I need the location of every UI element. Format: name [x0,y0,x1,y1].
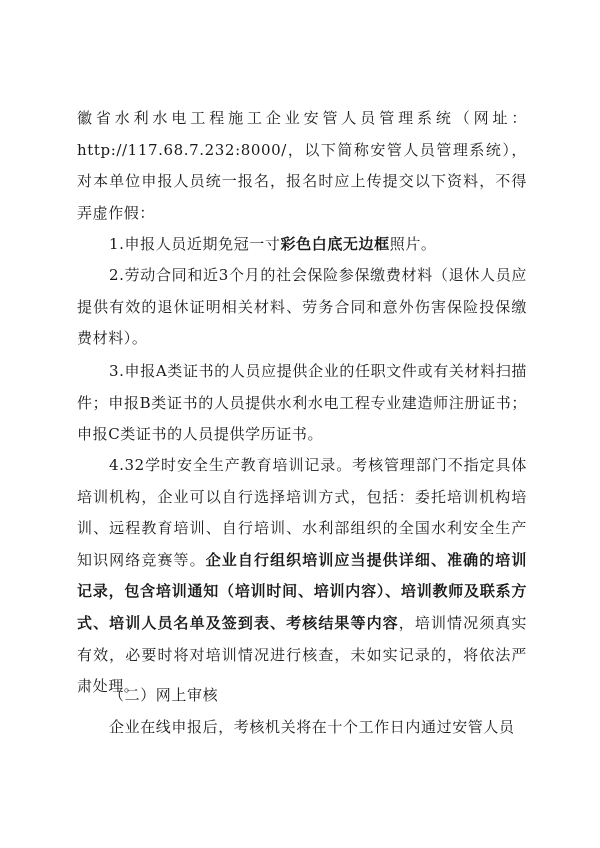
item-1-prefix: 1.申报人员近期免冠一寸 [109,235,281,253]
item-1-suffix: 照片。 [389,235,437,253]
section-heading [77,680,527,712]
item-2 [77,260,527,355]
item-2-text: 2.劳动合同和近3个月的社会保险参保缴费材料（退休人员应提供有效的退休证明相关材料、劳务合同和意外伤害保险投保缴费材料）。 [77,266,527,348]
item-3-text: 3.申报A类证书的人员应提供企业的任职文件或有关材料扫描件；申报B类证书的人员提供水利水电工程专业建造师注册证书；申报C类证书的人员提供学历证书。 [77,362,527,444]
last-paragraph-text: 企业在线申报后，考核机关将在十个工作日内通过安管人员 [109,718,515,736]
item-3 [77,356,527,451]
item-4 [77,450,527,703]
item-1 [77,229,527,261]
item-4-normal-1: 4.32学时安全生产教育培训记录。考核管理部门不指定具体培训机构，企业可以自行选择培训方式，包括：委托培训机构培训、远程教育培训、自行培训、水利部组织的全国水利安全生产知识网络竞赛等。 [77,456,527,569]
intro-text: 徽省水利水电工程施工企业安管人员管理系统（网址：http://117.68.7.232:8000/，以下简称安管人员管理系统），对本单位申报人员统一报名，报名时应上传提交以下资料，不得弄虚作假： [77,109,527,222]
item-1-bold: 彩色白底无边框 [280,235,390,253]
intro-paragraph [77,103,527,229]
item-4-bold: 企业自行组织培训应当提供详细、准确的培训记录，包含培训通知（培训时间、培训内容）、培训教师及联系方式、培训人员名单及签到表、考核结果等内容 [77,550,527,632]
section-heading-text: （二）网上审核 [109,686,219,704]
last-paragraph [77,712,527,744]
item-4-normal-2: ，培训情况须真实有效，必要时将对培训情况进行核查，未如实记录的，将依法严肃处理。 [77,613,527,696]
